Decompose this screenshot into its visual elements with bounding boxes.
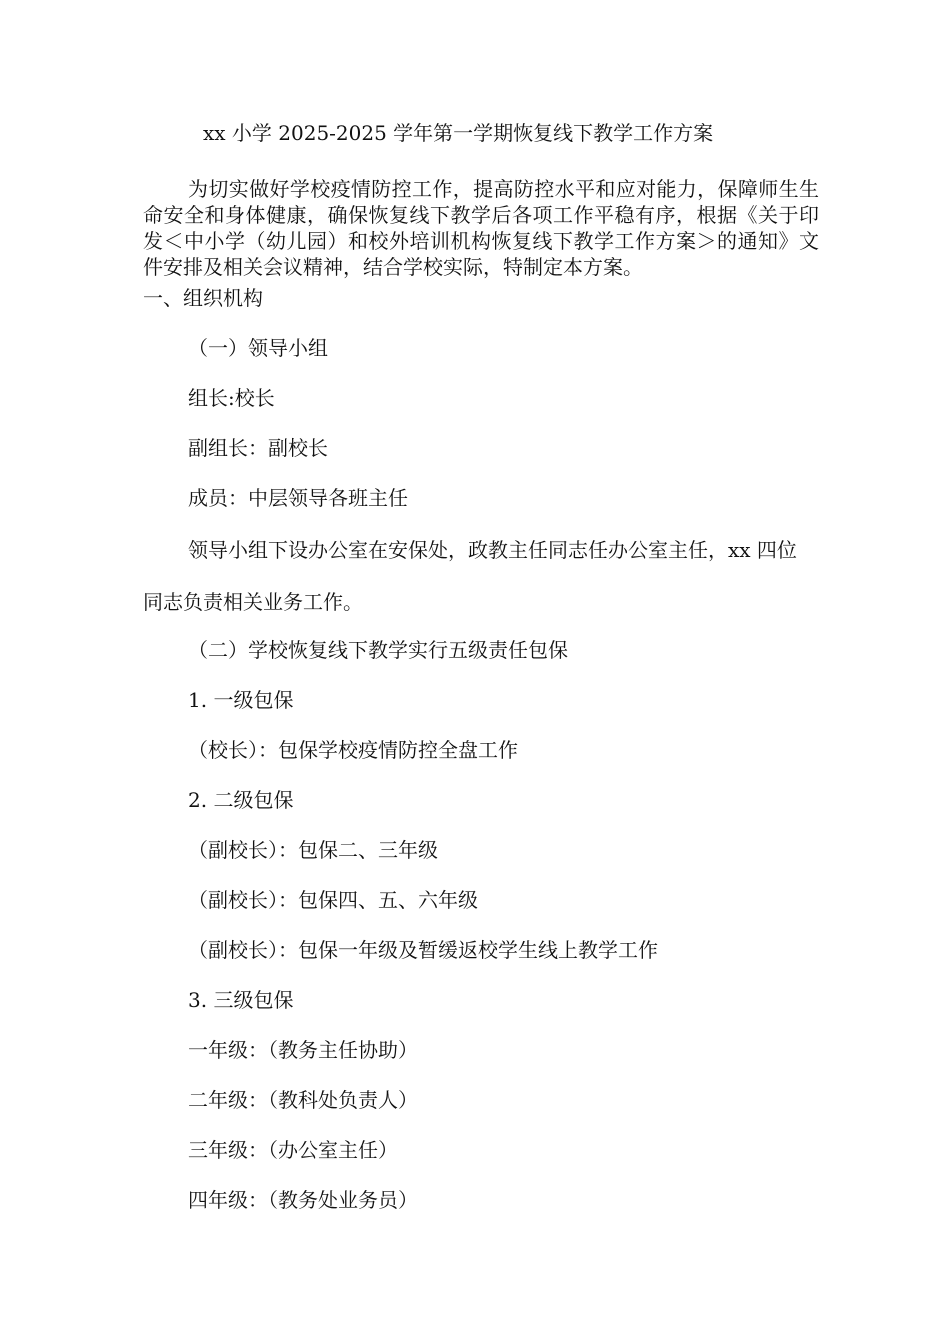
list-item: （校长）：包保学校疫情防控全盘工作 [188, 738, 518, 762]
list-item: 一年级：（教务主任协助） [188, 1038, 418, 1062]
text-line: 成员：中层领导各班主任 [188, 486, 408, 510]
list-heading: 1. 一级包保 [188, 688, 294, 712]
subsection-heading-responsibility: （二）学校恢复线下教学实行五级责任包保 [188, 638, 568, 662]
list-item: 二年级：（教科处负责人） [188, 1088, 418, 1112]
list-item: 三年级：（办公室主任） [188, 1138, 398, 1162]
text-line: 领导小组下设办公室在安保处，政教主任同志任办公室主任，xx 四位 [188, 538, 797, 562]
list-item: （副校长）：包保四、五、六年级 [188, 888, 478, 912]
list-heading: 3. 三级包保 [188, 988, 294, 1012]
intro-paragraph: 为切实做好学校疫情防控工作，提高防控水平和应对能力，保障师生生命安全和身体健康，确保恢复线下教学后各项工作平稳有序，根据《关于印发＜中小学（幼儿园）和校外培训机构恢复线下教学工作方案＞的通知》文件安排及相关会议精神，结合学校实际，特制定本方案。 [143, 177, 819, 279]
list-heading: 2. 二级包保 [188, 788, 294, 812]
list-item: （副校长）：包保二、三年级 [188, 838, 438, 862]
text-line: 组长:校长 [188, 386, 275, 410]
list-item: （副校长）：包保一年级及暂缓返校学生线上教学工作 [188, 938, 658, 962]
subsection-heading-leadership-group: （一）领导小组 [188, 336, 328, 360]
list-item: 四年级：（教务处业务员） [188, 1188, 418, 1212]
text-line: 同志负责相关业务工作。 [143, 590, 363, 614]
text-line: 副组长：副校长 [188, 436, 328, 460]
section-heading-organization: 一、组织机构 [143, 286, 263, 310]
document-title: xx 小学 2025-2025 学年第一学期恢复线下教学工作方案 [203, 121, 714, 145]
